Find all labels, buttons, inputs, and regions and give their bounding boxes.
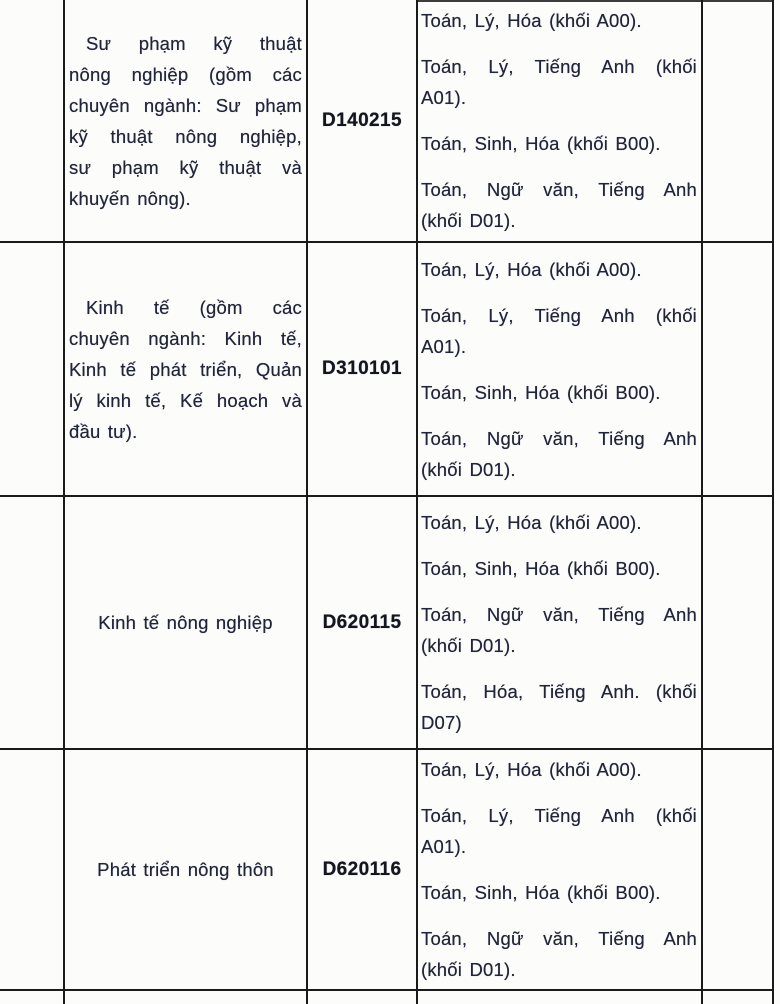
major-line: nông nghiệp (gồm các (69, 63, 302, 85)
combination-paragraph (421, 51, 697, 113)
combination-line: Toán, Lý, Tiếng Anh (khối (421, 805, 697, 826)
combination-paragraph (421, 254, 697, 285)
major-line: lý kinh tế, Kế hoạch và (69, 389, 302, 411)
table-row (0, 495, 774, 748)
combination-line: (khối D01). (421, 210, 516, 231)
combination-line: Toán, Sinh, Hóa (khối B00). (421, 882, 661, 903)
combination-line: (khối D01). (421, 635, 516, 656)
combination-line: Toán, Lý, Hóa (khối A00). (421, 10, 642, 31)
empty-cell-right (703, 991, 774, 1004)
combination-paragraph (421, 754, 697, 785)
combination-line: (khối D01). (421, 959, 516, 980)
combinations-cell (418, 0, 703, 241)
combination-line: A01). (421, 87, 467, 108)
combination-line: Toán, Sinh, Hóa (khối B00). (421, 133, 661, 154)
combination-line: Toán, Lý, Hóa (khối A00). (421, 759, 642, 780)
combination-line: A01). (421, 836, 467, 857)
code-cell (308, 243, 418, 495)
empty-cell-right (703, 243, 774, 495)
table-row (0, 748, 774, 989)
combinations-cell (418, 991, 703, 1004)
combination-paragraph (421, 423, 697, 485)
combination-paragraph (421, 877, 697, 908)
combinations-cell (418, 497, 703, 748)
empty-cell-right (703, 750, 774, 989)
table-row-partial (0, 989, 774, 1004)
major-line: Phát triển nông thôn (97, 859, 274, 880)
combination-paragraph (421, 377, 697, 408)
major-line: khuyến nông). (69, 187, 191, 209)
combination-line: Toán, Lý, Hóa (khối A00). (421, 512, 642, 533)
major-line: chuyên ngành: Sư phạm (69, 94, 302, 116)
combination-paragraph (421, 128, 697, 159)
combination-paragraph (421, 174, 697, 236)
major-cell (65, 750, 308, 989)
combination-paragraph (421, 553, 697, 584)
major-line: sư phạm kỹ thuật và (69, 156, 302, 178)
major-cell (65, 991, 308, 1004)
major-code: D620115 (322, 611, 402, 633)
code-cell (308, 0, 418, 241)
code-cell (308, 750, 418, 989)
major-line: Sư phạm kỹ thuật (86, 32, 302, 54)
major-line: Kinh tế phát triển, Quản (69, 358, 302, 380)
combination-line: Toán, Ngữ văn, Tiếng Anh (421, 179, 697, 200)
code-cell (308, 497, 418, 748)
combination-paragraph (421, 599, 697, 661)
combination-line: Toán, Lý, Tiếng Anh (khối (421, 304, 697, 326)
major-line: Kinh tế nông nghiệp (98, 612, 273, 633)
combinations-cell (418, 750, 703, 989)
empty-cell-left (0, 750, 65, 989)
combination-line: Toán, Sinh, Hóa (khối B00). (421, 558, 661, 579)
major-cell (65, 497, 308, 748)
major-code: D310101 (322, 358, 402, 379)
combination-line: D07) (421, 712, 462, 733)
combination-line: Toán, Sinh, Hóa (khối B00). (421, 381, 661, 403)
major-line: đầu tư). (69, 420, 138, 442)
combination-paragraph (421, 300, 697, 362)
empty-cell-right (703, 497, 774, 748)
major-cell (65, 243, 308, 495)
combination-line: (khối D01). (421, 458, 516, 480)
combination-line: Toán, Lý, Tiếng Anh (khối (421, 56, 697, 77)
combination-paragraph (421, 676, 697, 738)
combination-paragraph (421, 923, 697, 985)
major-line: Kinh tế (gồm các (86, 296, 302, 318)
combination-line: Toán, Ngữ văn, Tiếng Anh (421, 427, 697, 449)
empty-cell-left (0, 0, 65, 241)
combination-line: A01). (421, 335, 467, 357)
empty-cell-left (0, 497, 65, 748)
major-code: D140215 (322, 109, 402, 131)
combination-paragraph (421, 5, 697, 36)
combination-line: Toán, Ngữ văn, Tiếng Anh (421, 928, 697, 949)
combination-paragraph (421, 800, 697, 862)
major-code: D620116 (322, 858, 402, 880)
code-cell (308, 991, 418, 1004)
empty-cell-left (0, 243, 65, 495)
combination-line: Toán, Lý, Hóa (khối A00). (421, 258, 642, 280)
major-line: kỹ thuật nông nghiệp, (69, 125, 302, 147)
table-row (0, 0, 774, 241)
table-row (0, 241, 774, 495)
combination-line: Toán, Ngữ văn, Tiếng Anh (421, 604, 697, 625)
combination-line: Toán, Hóa, Tiếng Anh. (khối (421, 681, 697, 702)
empty-cell-right (703, 0, 774, 241)
major-cell (65, 0, 308, 241)
combinations-cell (418, 243, 703, 495)
combination-paragraph (421, 507, 697, 538)
empty-cell-left (0, 991, 65, 1004)
major-line: chuyên ngành: Kinh tế, (69, 327, 302, 349)
